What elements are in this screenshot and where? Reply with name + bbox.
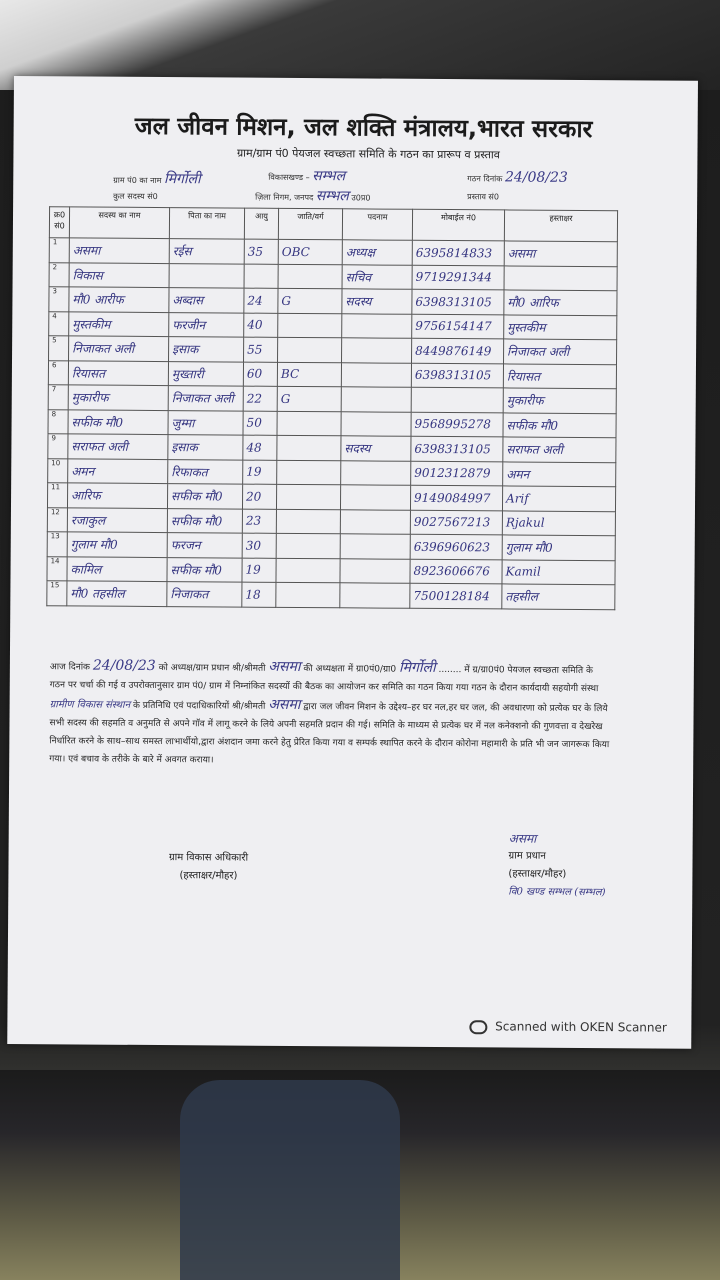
cell-sign: Kamil: [502, 559, 615, 584]
cell-caste: [277, 460, 341, 485]
cell-mobile: 6398313105: [411, 363, 503, 388]
cell-caste: [276, 509, 340, 534]
cell-sn: 9: [48, 434, 68, 459]
cell-father: सफीक मौ0: [167, 557, 242, 582]
cell-name: विकास: [69, 262, 169, 287]
cell-caste: G: [278, 288, 342, 313]
cell-post: [342, 338, 412, 363]
column-header: क्र0 सं0: [49, 207, 69, 238]
cell-mobile: 9027567213: [410, 510, 502, 535]
members-table: [46, 206, 618, 609]
cell-sign: सराफत अली: [503, 437, 616, 462]
cell-sn: 11: [47, 483, 67, 508]
cell-post: सदस्य: [341, 436, 411, 461]
cell-name: रजाकुल: [67, 507, 167, 532]
cell-mobile: 8449876149: [412, 338, 504, 363]
cell-post: [341, 411, 411, 436]
cell-age: 40: [244, 313, 278, 338]
cell-post: [342, 313, 412, 338]
cell-sign: मुकारीफ: [503, 388, 616, 413]
cell-name: कामिल: [67, 556, 167, 581]
cell-name: सराफत अली: [68, 434, 168, 459]
cell-name: आरिफ: [67, 483, 167, 508]
cell-age: 19: [242, 558, 276, 583]
cell-age: 35: [244, 239, 278, 264]
cell-sn: 10: [48, 458, 68, 483]
formation-date-field: गठन दिनांक 24/08/23: [467, 169, 568, 186]
cell-name: गुलाम मौ0: [67, 532, 167, 557]
cell-sn: 1: [49, 238, 69, 263]
cell-age: 23: [242, 509, 276, 534]
cell-age: 22: [243, 386, 277, 411]
cell-father: फरजीन: [169, 312, 244, 337]
cell-name: मौ0 आरीफ: [69, 287, 169, 312]
village-name: मिर्गोली: [398, 659, 436, 676]
cell-sn: 8: [48, 409, 68, 434]
gram-panchayat-field: ग्राम पं0 का नाम मिर्गोली: [113, 171, 201, 188]
cell-father: जुम्मा: [168, 410, 243, 435]
cell-age: [244, 264, 278, 289]
total-members-field: कुल सदस्य सं0: [113, 191, 158, 202]
cell-mobile: 6398313105: [411, 436, 503, 461]
cell-father: सफीक मौ0: [167, 484, 242, 509]
column-header: आयु: [244, 208, 278, 239]
cell-sn: 7: [48, 385, 68, 410]
column-header: जाति/वर्ग: [278, 208, 342, 239]
scanner-logo-icon: [469, 1020, 487, 1034]
cell-father: इसाक: [169, 337, 244, 362]
cell-caste: [277, 435, 341, 460]
cell-post: सचिव: [342, 264, 412, 289]
cell-sign: मौ0 आरिफ: [504, 290, 617, 315]
cell-sn: 15: [47, 581, 67, 606]
cell-sign: असमा: [504, 241, 617, 266]
cell-father: रिफाकत: [168, 459, 243, 484]
cell-post: [340, 558, 410, 583]
cell-post: [341, 460, 411, 485]
cell-mobile: 6396960623: [410, 534, 502, 559]
cell-mobile: 6395814833: [412, 240, 504, 265]
cell-caste: [278, 264, 342, 289]
cell-sign: अमन: [503, 461, 616, 486]
cell-mobile: 9756154147: [412, 314, 504, 339]
column-header: मोबाईल नं0: [412, 209, 504, 241]
cell-post: सदस्य: [342, 289, 412, 314]
cell-father: रईस: [169, 239, 244, 264]
cell-age: 50: [243, 411, 277, 436]
cell-mobile: [411, 387, 503, 412]
cell-father: [169, 263, 244, 288]
cell-sign: निजाकत अली: [504, 339, 617, 364]
column-header: सदस्य का नाम: [69, 207, 169, 239]
cell-caste: [278, 337, 342, 362]
cell-age: 55: [244, 337, 278, 362]
resolution-paragraph: आज दिनांक 24/08/23 को अध्यक्ष/ग्राम प्रधान श्री/श्रीमती असमा की अध्यक्षता में ग्रा0पं0/ग्रा0 मिर्गोली ........ में ग्र/ग्रा0पं0 पेयजल स्वच्छता समिति के गठन पर चर्चा की गई व उपरोक्तानुसार ग्राम पं0/ ग्राम में निम्नांकित सदस्यों की बैठक का आयोजन कर समिति का गठन किया गया गठन के दौरान कार्यदायी सहयोगी संस्था ग्रामीण विकास संस्थान के प्रतिनिधि एवं पदाधिकारियों श्री/श्रीमती असमा द्वारा जल जीवन मिशन के उद्देश्य–हर घर नल,हर घर जल, की अवधारणा को प्रत्येक घर के लिये सभी सदस्य की सहमति व अनुमति से अपने गॉव में लागू करने के लिये अपनी सहमति प्रदान की गई। समिति के माध्यम से प्रत्येक घर में नल कनेक्शनो की गुणवत्ता व देखरेख निर्धारित करने के साथ–साथ समस्त लाभार्थीयो,द्वारा अंशदान जमा करने हेतु प्रेरित किया गया व सम्पर्क स्थापित करने के दौरान कोरोना महामारी के प्रति भी जन जागरूक किया गया। एवं बचाव के तरीके के बारे में अवगत कराया।: [49, 657, 610, 766]
cell-post: [340, 485, 410, 510]
cell-age: 30: [242, 533, 276, 558]
cell-father: फरजन: [167, 533, 242, 558]
cell-caste: [278, 313, 342, 338]
meeting-date: 24/08/23: [92, 657, 156, 675]
cell-father: इसाक: [168, 435, 243, 460]
chairperson-name: असमा: [268, 658, 301, 676]
cell-mobile: 9012312879: [411, 461, 503, 486]
cell-caste: [276, 484, 340, 509]
cell-father: सफीक मौ0: [167, 508, 242, 533]
cell-sn: 13: [47, 532, 67, 557]
cell-father: निजाकत अली: [168, 386, 243, 411]
cell-post: अध्यक्ष: [342, 240, 412, 265]
cell-age: 24: [244, 288, 278, 313]
organisation-name: ग्रामीण विकास संस्थान: [49, 699, 131, 711]
document-title: जल जीवन मिशन, जल शक्ति मंत्रालय,भारत सरकार: [134, 111, 593, 144]
block-field: विकासखण्ड – सम्भल: [268, 168, 346, 185]
cell-age: 48: [243, 435, 277, 460]
cell-caste: [276, 558, 340, 583]
cell-mobile: 8923606676: [410, 559, 502, 584]
cell-caste: [276, 582, 340, 607]
pradhan-sign: असमा: [508, 831, 537, 846]
cell-sn: 2: [49, 262, 69, 287]
cell-caste: OBC: [278, 239, 342, 264]
cell-mobile: 7500128184: [410, 583, 502, 608]
cell-sn: 6: [48, 360, 68, 385]
cell-father: अब्दास: [169, 288, 244, 313]
cell-sign: रियासत: [503, 363, 616, 388]
cell-name: अमन: [68, 458, 168, 483]
cell-sign: सफीक मौ0: [503, 412, 616, 437]
cell-father: मुख्तारी: [168, 361, 243, 386]
cell-post: [340, 534, 410, 559]
cell-caste: BC: [277, 362, 341, 387]
village-officer-signature: ग्राम विकास अधिकारी (हस्ताक्षर/मौहर): [168, 852, 249, 882]
cell-post: [341, 387, 411, 412]
table-row: [47, 581, 615, 609]
cell-post: [340, 583, 410, 608]
pradhan-signature: असमा ग्राम प्रधान (हस्ताक्षर/मौहर) वि0 खण्ड सम्भल (सम्भल): [508, 829, 658, 902]
document-sheet: [7, 76, 698, 1049]
cell-sign: Rjakul: [502, 510, 615, 535]
proposal-number-field: प्रस्ताव सं0: [467, 192, 499, 202]
cell-post: [341, 362, 411, 387]
cell-name: मुकारीफ: [68, 385, 168, 410]
cell-name: असमा: [69, 238, 169, 263]
document-subtitle: ग्राम/ग्राम पं0 पेयजल स्वच्छता समिति के गठन का प्रारूप व प्रस्ताव: [236, 146, 500, 162]
cell-mobile: 6398313105: [412, 289, 504, 314]
cell-age: 20: [242, 484, 276, 509]
cell-sign: तहसील: [502, 584, 615, 609]
cell-age: 18: [242, 582, 276, 607]
cell-post: [340, 509, 410, 534]
cell-mobile: 9149084997: [410, 485, 502, 510]
cell-name: मुस्तकीम: [69, 311, 169, 336]
cell-sn: 12: [47, 507, 67, 532]
scanner-watermark: Scanned with OKEN Scanner: [469, 1019, 667, 1035]
cell-sn: 5: [49, 336, 69, 361]
cell-name: रियासत: [68, 360, 168, 385]
official-stamp: वि0 खण्ड सम्भल (सम्भल): [508, 886, 606, 899]
cell-caste: G: [277, 386, 341, 411]
cell-caste: [277, 411, 341, 436]
cell-sign: Arif: [502, 486, 615, 511]
column-header: पिता का नाम: [169, 208, 244, 240]
column-header: हस्ताक्षर: [504, 210, 617, 242]
cell-caste: [276, 533, 340, 558]
cell-sign: गुलाम मौ0: [502, 535, 615, 560]
column-header: पदनाम: [342, 209, 412, 240]
person-leg: [180, 1080, 400, 1280]
cell-mobile: 9568995278: [411, 412, 503, 437]
officer-name: असमा: [268, 696, 301, 714]
cell-age: 19: [243, 460, 277, 485]
table-header-row: [49, 207, 617, 242]
cell-sign: [504, 265, 617, 290]
cell-age: 60: [243, 362, 277, 387]
district-field: ज़िला निगम, जनपद सम्भल उ0प्र0: [255, 188, 371, 205]
cell-sn: 14: [47, 556, 67, 581]
cell-father: निजाकत: [167, 582, 242, 607]
cell-name: सफीक मौ0: [68, 409, 168, 434]
cell-name: निजाकत अली: [69, 336, 169, 361]
cell-sn: 4: [49, 311, 69, 336]
cell-mobile: 9719291344: [412, 265, 504, 290]
cell-name: मौ0 तहसील: [67, 581, 167, 606]
cell-sign: मुस्तकीम: [504, 314, 617, 339]
cell-sn: 3: [49, 287, 69, 312]
